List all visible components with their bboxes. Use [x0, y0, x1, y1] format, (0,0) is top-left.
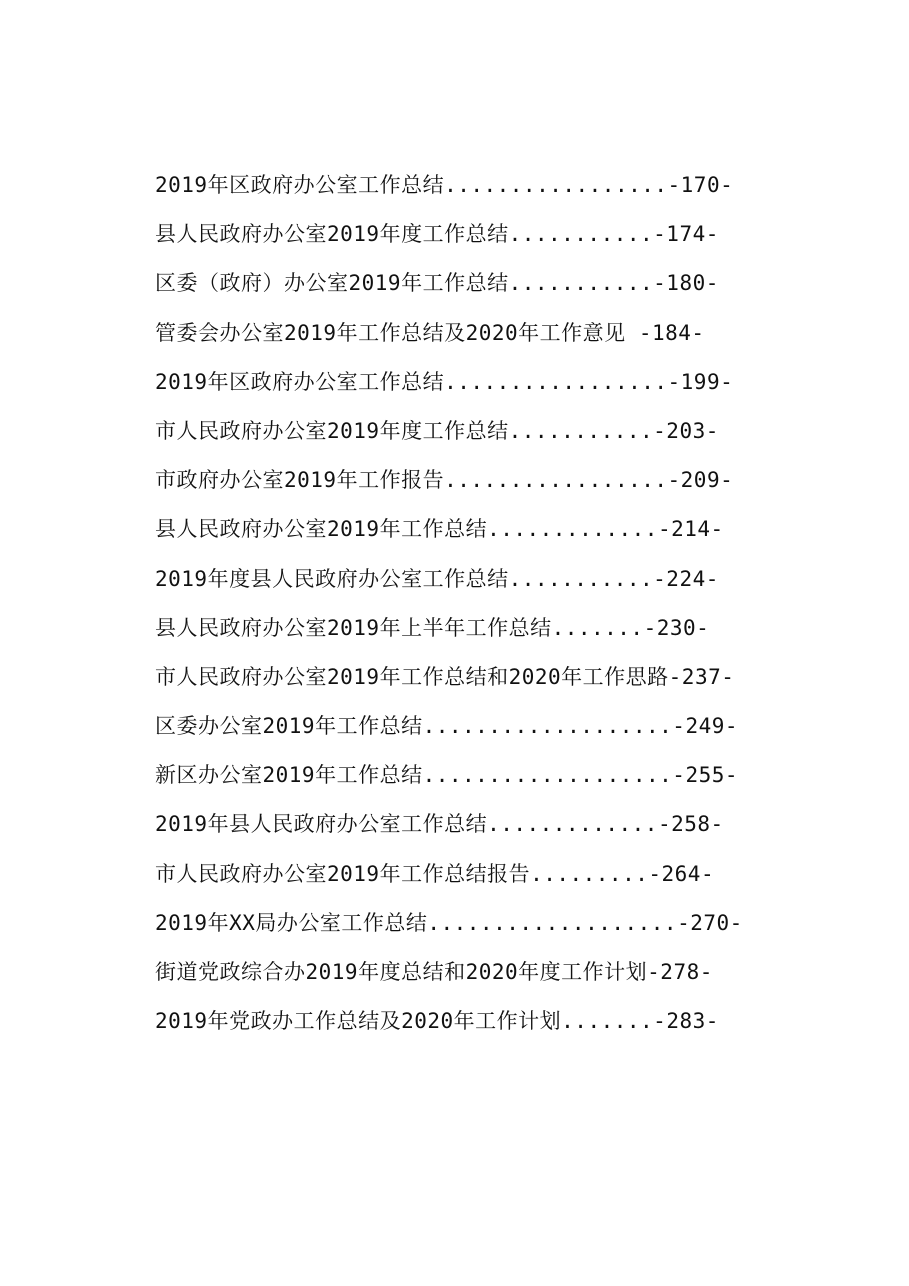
- toc-entry: [155, 653, 815, 702]
- toc-entry: [155, 309, 815, 358]
- toc-title: 区委（政府）办公室2019年工作总结: [155, 271, 509, 296]
- toc-entry: [155, 899, 815, 948]
- toc-leader: ...........: [508, 418, 654, 443]
- toc-leader: .......: [561, 1009, 654, 1034]
- toc-entry: [155, 850, 815, 899]
- toc-leader: ...................: [422, 763, 673, 788]
- toc-leader: ...........: [508, 271, 654, 296]
- toc-leader: ...........: [508, 566, 654, 591]
- toc-leader: .................: [444, 173, 668, 197]
- toc-leader: [626, 321, 639, 345]
- toc-title: 市人民政府办公室2019年工作总结报告: [155, 861, 531, 886]
- toc-title: 县人民政府办公室2019年度工作总结: [155, 222, 509, 247]
- toc-page-number: -199-: [667, 369, 734, 394]
- toc-entry: [155, 407, 815, 456]
- toc-entry: [155, 702, 815, 751]
- toc-leader: .........: [530, 861, 649, 886]
- toc-entry: [155, 456, 815, 505]
- toc-title: 区委办公室2019年工作总结: [155, 714, 423, 739]
- toc-entry: [155, 948, 815, 997]
- toc-page-number: -278-: [647, 960, 713, 984]
- toc-title: 2019年区政府办公室工作总结: [155, 173, 445, 197]
- toc-entry: [155, 604, 815, 653]
- toc-title: 2019年XX局办公室工作总结: [155, 910, 428, 935]
- toc-title: 街道党政综合办2019年度总结和2020年度工作计划: [155, 960, 648, 984]
- toc-title: 市人民政府办公室2019年度工作总结: [155, 418, 509, 443]
- toc-entry: [155, 997, 815, 1046]
- toc-entry: [155, 358, 815, 407]
- toc-page-number: -170-: [667, 173, 734, 197]
- toc-leader: ...........: [508, 222, 654, 247]
- toc-title: 市政府办公室2019年工作报告: [155, 468, 445, 493]
- table-of-contents: [155, 161, 815, 1046]
- toc-leader: .................: [444, 468, 668, 493]
- toc-page-number: -264-: [648, 861, 715, 886]
- toc-entry: [155, 555, 815, 604]
- toc-entry: [155, 751, 815, 800]
- toc-entry: [155, 210, 815, 259]
- toc-leader: .............: [487, 517, 658, 542]
- toc-page-number: -270-: [677, 910, 743, 935]
- toc-entry: [155, 505, 815, 554]
- toc-entry: [155, 161, 815, 210]
- toc-entry: [155, 800, 815, 849]
- toc-page-number: -209-: [667, 468, 734, 493]
- toc-leader: ...................: [422, 714, 673, 739]
- toc-page-number: -230-: [643, 615, 710, 640]
- toc-title: 县人民政府办公室2019年工作总结: [155, 517, 488, 542]
- toc-page-number: -184-: [638, 320, 705, 345]
- toc-leader: ...................: [427, 910, 678, 935]
- toc-leader: .......: [551, 615, 644, 640]
- toc-entry: [155, 259, 815, 308]
- toc-title: 管委会办公室2019年工作总结及2020年工作意见: [155, 320, 626, 345]
- toc-title: 市人民政府办公室2019年工作总结和2020年工作思路: [155, 664, 669, 689]
- toc-page-number: -258-: [657, 812, 724, 837]
- toc-page-number: -203-: [653, 418, 719, 443]
- toc-page-number: -249-: [672, 714, 739, 739]
- toc-page-number: -224-: [653, 566, 719, 591]
- toc-title: 县人民政府办公室2019年上半年工作总结: [155, 615, 552, 640]
- toc-page-number: -283-: [653, 1009, 719, 1034]
- toc-title: 2019年区政府办公室工作总结: [155, 369, 445, 394]
- toc-page-number: -255-: [672, 763, 739, 788]
- toc-page-number: -237-: [668, 664, 735, 689]
- toc-page-number: -174-: [653, 222, 719, 247]
- toc-title: 2019年县人民政府办公室工作总结: [155, 812, 488, 837]
- toc-leader: .............: [487, 812, 658, 837]
- toc-title: 2019年党政办工作总结及2020年工作计划: [155, 1009, 562, 1034]
- toc-title: 新区办公室2019年工作总结: [155, 763, 423, 788]
- toc-page-number: -214-: [657, 517, 724, 542]
- toc-leader: .................: [444, 369, 668, 394]
- toc-page-number: -180-: [653, 271, 719, 296]
- toc-title: 2019年度县人民政府办公室工作总结: [155, 566, 509, 591]
